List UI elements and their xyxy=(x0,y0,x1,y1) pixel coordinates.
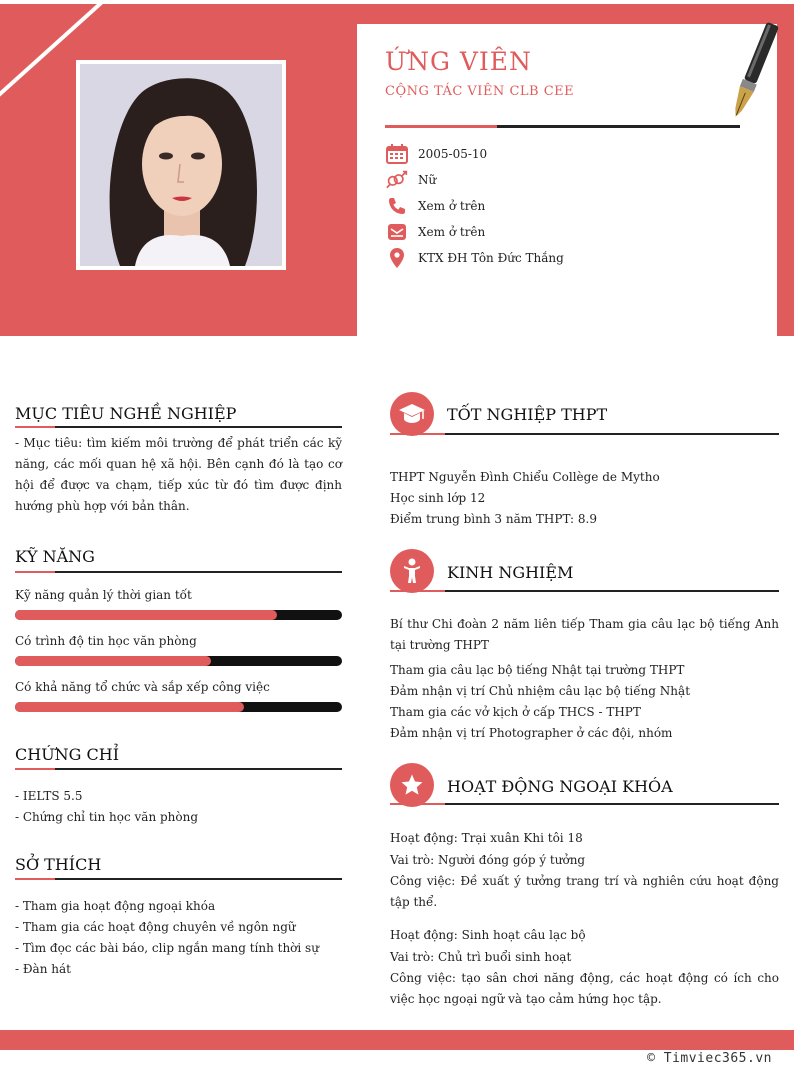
info-row-address xyxy=(386,247,564,269)
experience-line: Đảm nhận vị trí Photographer ở các đội, nhóm xyxy=(390,726,673,740)
skill-label: Có khả năng tổ chức và sắp xếp công việc xyxy=(15,680,270,694)
activity-work: Công việc: Đề xuất ý tưởng trang trí và nghiên cứu hoạt động tập thể. xyxy=(390,874,779,909)
fountain-pen-icon xyxy=(722,20,782,130)
experience-rule-accent xyxy=(390,590,445,592)
gender-text: Nữ xyxy=(418,173,437,187)
hobby-item: - Đàn hát xyxy=(15,962,71,976)
certificates-rule-accent xyxy=(15,768,55,770)
info-row-phone xyxy=(386,195,485,217)
skill-label: Có trình độ tin học văn phòng xyxy=(15,634,197,648)
experience-line: Tham gia các vở kịch ở cấp THCS - THPT xyxy=(390,705,641,719)
copyright-text: © Timviec365.vn xyxy=(647,1051,772,1066)
experience-line: Tham gia câu lạc bộ tiếng Nhật tại trường THPT xyxy=(390,663,685,677)
objective-rule-accent xyxy=(15,426,55,428)
skills-title: KỸ NĂNG xyxy=(15,547,95,566)
objective-title: MỤC TIÊU NGHỀ NGHIỆP xyxy=(15,404,237,423)
candidate-position: CỘNG TÁC VIÊN CLB CEE xyxy=(385,84,575,99)
experience-rule xyxy=(390,590,779,592)
activity-name: Hoạt động: Sinh hoạt câu lạc bộ xyxy=(390,928,586,942)
calendar-icon xyxy=(386,143,408,165)
birthdate-text: 2005-05-10 xyxy=(418,147,488,161)
email-text: Xem ở trên xyxy=(418,225,486,239)
graduation-cap-icon xyxy=(390,392,434,436)
education-line: THPT Nguyễn Đình Chiểu Collège de Mytho xyxy=(390,470,660,484)
star-icon xyxy=(390,763,434,807)
hobbies-rule xyxy=(15,878,342,880)
certificates-title: CHỨNG CHỈ xyxy=(15,745,120,764)
person-icon xyxy=(390,549,434,593)
skill-bar-fill xyxy=(15,656,211,666)
hobbies-title: SỞ THÍCH xyxy=(15,855,102,874)
education-line: Điểm trung bình 3 năm THPT: 8.9 xyxy=(390,512,597,526)
certificates-rule xyxy=(15,768,342,770)
skill-bar-track xyxy=(15,610,342,620)
skill-bar-fill xyxy=(15,610,277,620)
skills-rule xyxy=(15,571,342,573)
name-underline-accent xyxy=(385,125,497,128)
education-rule-accent xyxy=(390,433,445,435)
activities-title: HOẠT ĐỘNG NGOẠI KHÓA xyxy=(447,777,673,796)
info-row-email xyxy=(386,221,485,243)
skill-bar-track xyxy=(15,656,342,666)
activity-role: Vai trò: Chủ trì buổi sinh hoạt xyxy=(390,950,572,964)
activities-rule-accent xyxy=(390,803,445,805)
hobby-item: - Tham gia hoạt động ngoại khóa xyxy=(15,899,216,913)
education-title: TỐT NGHIỆP THPT xyxy=(447,405,608,424)
email-icon xyxy=(386,221,408,243)
activity-work: Công việc: tạo sân chơi năng động, các hoạt động có ích cho việc học ngoại ngữ và tạo cảm hứng học tập. xyxy=(390,971,779,1006)
name-underline xyxy=(497,125,740,128)
info-row-birthdate xyxy=(386,143,487,165)
phone-icon xyxy=(386,195,408,217)
info-row-gender xyxy=(386,169,436,191)
location-pin-icon xyxy=(386,247,408,269)
hobby-item: - Tìm đọc các bài báo, clip ngắn mang tính thời sự xyxy=(15,941,319,955)
profile-photo xyxy=(80,64,282,266)
phone-text: Xem ở trên xyxy=(418,199,486,213)
education-rule xyxy=(390,433,779,435)
certificate-item: - Chứng chỉ tin học văn phòng xyxy=(15,810,199,824)
candidate-name: ỨNG VIÊN xyxy=(385,47,532,76)
skill-bar-fill xyxy=(15,702,244,712)
skill-bar-track xyxy=(15,702,342,712)
footer-band xyxy=(0,1030,794,1050)
hobby-item: - Tham gia các hoạt động chuyên về ngôn ngữ xyxy=(15,920,296,934)
objective-text: - Mục tiêu: tìm kiếm môi trường để phát triển các kỹ năng, các mối quan hệ xã hội. Bên cạnh đó là tạo cơ hội để được va chạm, tiếp xúc từ đó tìm được định hướng phù hợp với bản thân. xyxy=(15,436,342,513)
activities-rule xyxy=(390,803,779,805)
address-text: KTX ĐH Tôn Đức Thắng xyxy=(418,251,564,265)
activity-role: Vai trò: Người đóng góp ý tưởng xyxy=(390,853,586,867)
education-line: Học sinh lớp 12 xyxy=(390,491,486,505)
experience-title: KINH NGHIỆM xyxy=(447,563,574,582)
gender-icon xyxy=(386,169,408,191)
skill-label: Kỹ năng quản lý thời gian tốt xyxy=(15,588,192,602)
skills-rule-accent xyxy=(15,571,55,573)
hobbies-rule-accent xyxy=(15,878,55,880)
activity-name: Hoạt động: Trại xuân Khi tôi 18 xyxy=(390,831,583,845)
certificate-item: - IELTS 5.5 xyxy=(15,789,83,803)
experience-line: Bí thư Chi đoàn 2 năm liên tiếp Tham gia câu lạc bộ tiếng Anh tại trường THPT xyxy=(390,617,779,652)
experience-line: Đảm nhận vị trí Chủ nhiệm câu lạc bộ tiếng Nhật xyxy=(390,684,691,698)
objective-rule xyxy=(15,426,342,428)
